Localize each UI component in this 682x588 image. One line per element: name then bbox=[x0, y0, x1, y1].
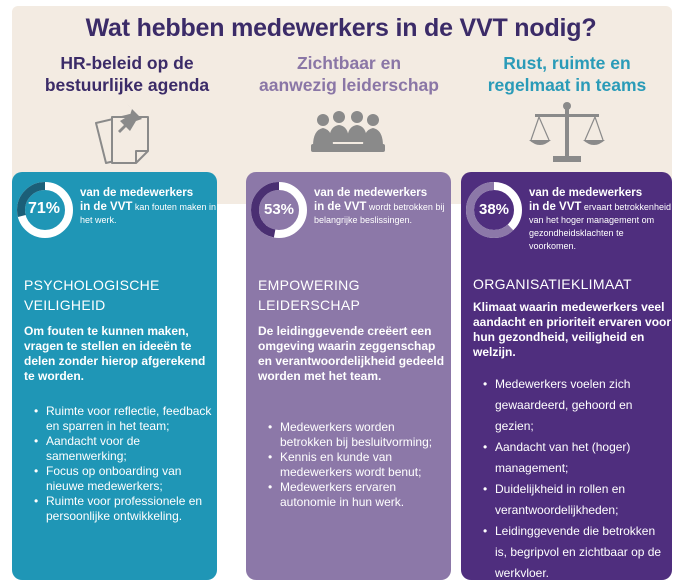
bullet-list bbox=[34, 404, 214, 524]
section-title-line: EMPOWERING bbox=[258, 277, 360, 293]
column-heading-rust-ruimte bbox=[462, 52, 672, 96]
statistic-text bbox=[314, 186, 450, 227]
section-title-line: LEIDERSCHAP bbox=[258, 297, 361, 313]
stat-bold: in de VVT bbox=[529, 201, 582, 213]
stat-bold: in de VVT bbox=[80, 201, 133, 213]
list-item: • Ruimte voor reflectie, feedback en sparren in het team; bbox=[34, 404, 214, 434]
statistic-text bbox=[80, 186, 216, 227]
column-heading-leiderschap bbox=[244, 52, 454, 96]
stat-bold: van de medewerkers bbox=[529, 187, 643, 199]
stat-bold: in de VVT bbox=[314, 201, 367, 213]
percentage-value: 53% bbox=[263, 201, 295, 218]
section-title bbox=[473, 274, 673, 294]
section-title-line: PSYCHOLOGISCHE bbox=[24, 277, 160, 293]
section-description: Om fouten te kunnen maken, vragen te stellen en ideeën te delen zonder hierop afgerekend te worden. bbox=[24, 324, 206, 383]
list-item: • Duidelijkheid in rollen en verantwoordelijkheden; bbox=[483, 479, 663, 521]
team-meeting-icon bbox=[309, 110, 387, 160]
heading-line: Zichtbaar en bbox=[296, 53, 402, 73]
card-psychologische-veiligheid bbox=[12, 172, 217, 580]
list-item: • Aandacht van het (hoger) management; bbox=[483, 437, 663, 479]
bullet-list bbox=[268, 420, 443, 510]
percentage-value: 71% bbox=[27, 200, 61, 217]
section-description: Klimaat waarin medewerkers veel aandacht en prioriteit ervaren voor hun gezondheid, veiligheid en welzijn. bbox=[473, 300, 672, 359]
stat-bold: van de medewerkers bbox=[80, 187, 194, 199]
heading-line: Rust, ruimte en bbox=[503, 53, 631, 73]
list-item: • Medewerkers worden betrokken bij besluitvorming; bbox=[268, 420, 443, 450]
heading-line: regelmaat in teams bbox=[487, 75, 647, 95]
heading-line: HR-beleid op de bbox=[60, 53, 194, 73]
section-title-line: ORGANISATIEKLIMAAT bbox=[473, 276, 632, 292]
section-title bbox=[258, 275, 448, 315]
section-description: De leidinggevende creëert een omgeving waarin zeggenschap en verantwoordelijkheid gedeeld worden met het team. bbox=[258, 324, 445, 383]
card-organisatieklimaat bbox=[461, 172, 672, 580]
bullet-list bbox=[483, 374, 663, 584]
list-item: • Leidinggevende die betrokken is, begripvol en zichtbaar op de werkvloer. bbox=[483, 521, 663, 584]
list-item: • Aandacht voor de samenwerking; bbox=[34, 434, 214, 464]
page-title: Wat hebben medewerkers in de VVT nodig? bbox=[85, 14, 597, 42]
list-item: • Kennis en kunde van medewerkers wordt benut; bbox=[268, 450, 443, 480]
list-item: • Medewerkers voelen zich gewaardeerd, gehoord en gezien; bbox=[483, 374, 663, 437]
stat-rest: wordt betrokken bij belangrijke beslissingen. bbox=[314, 202, 445, 225]
column-heading-hr-beleid bbox=[22, 52, 232, 96]
heading-line: aanwezig leiderschap bbox=[259, 75, 439, 95]
section-title bbox=[24, 275, 214, 315]
sticky-notes-pin-icon bbox=[90, 97, 162, 169]
statistic-text bbox=[529, 186, 671, 253]
stat-bold: van de medewerkers bbox=[314, 187, 428, 199]
balance-scale-icon bbox=[527, 100, 607, 166]
stat-rest: kan fouten maken in het werk. bbox=[80, 202, 216, 225]
section-title-line: VEILIGHEID bbox=[24, 297, 106, 313]
stat-rest: ervaart betrokkenheid van het hoger management om gezondheidsklachten te voorkomen. bbox=[529, 202, 671, 251]
list-item: • Focus op onboarding van nieuwe medewerkers; bbox=[34, 464, 214, 494]
heading-line: bestuurlijke agenda bbox=[44, 75, 210, 95]
card-empowering-leiderschap bbox=[246, 172, 451, 580]
percentage-value: 38% bbox=[478, 201, 510, 218]
list-item: • Medewerkers ervaren autonomie in hun werk. bbox=[268, 480, 443, 510]
list-item: • Ruimte voor professionele en persoonlijke ontwikkeling. bbox=[34, 494, 214, 524]
